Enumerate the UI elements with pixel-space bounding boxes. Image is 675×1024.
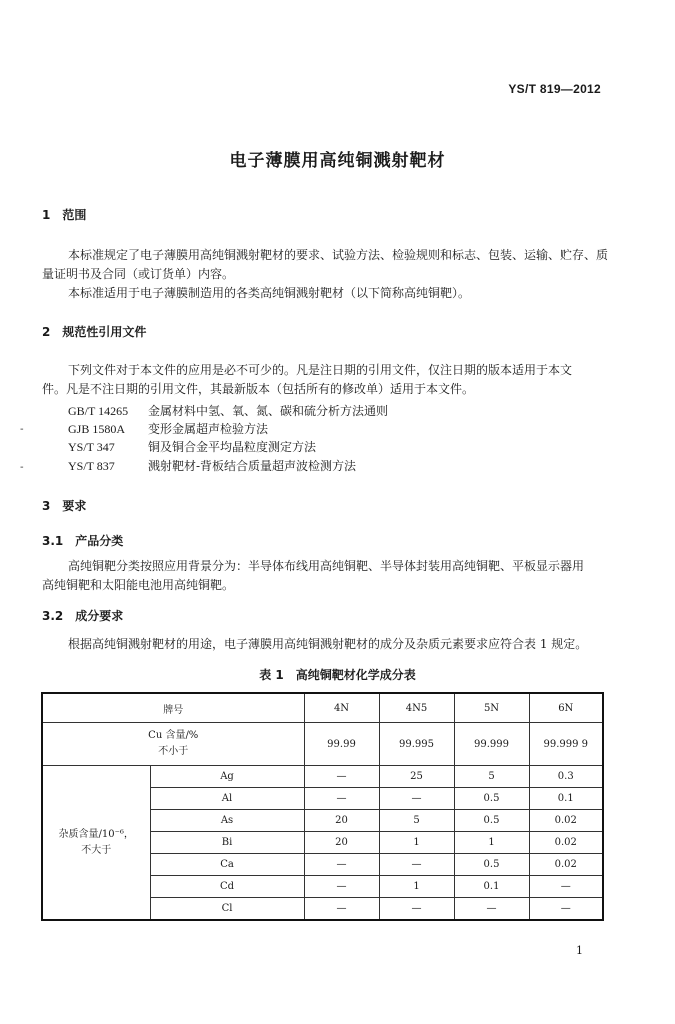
- reference-title: 金属材料中氢、氧、氮、碳和硫分析方法通则: [148, 404, 389, 418]
- grade-cell: 5N: [454, 693, 529, 723]
- element-cell: As: [150, 810, 304, 832]
- grade-cell: 6N: [529, 693, 603, 723]
- value-cell: 5: [454, 766, 529, 788]
- cu-value-cell: 99.999 9: [529, 723, 603, 766]
- reference-code: YS/T 837: [68, 459, 115, 473]
- reference-title: 溅射靶材-背板结合质量超声波检测方法: [148, 459, 357, 473]
- grade-label-cell: 牌号: [42, 693, 304, 723]
- value-cell: 0.5: [454, 854, 529, 876]
- value-cell: —: [379, 898, 454, 921]
- element-cell: Ag: [150, 766, 304, 788]
- cu-label-line-1: Cu 含量/%: [148, 730, 199, 741]
- value-cell: —: [529, 898, 603, 921]
- chemical-composition-table: [41, 692, 604, 921]
- reference-title: 铜及铜合金平均晶粒度测定方法: [148, 440, 317, 454]
- section-3-heading: 3 要求: [42, 499, 87, 513]
- section-1-heading: 1 范围: [42, 208, 87, 222]
- section-2-paragraph-line-1: 下列文件对于本文件的应用是必不可少的。凡是注日期的引用文件，仅注日期的版本适用于本文: [68, 363, 573, 377]
- standard-code: YS/T 819—2012: [508, 82, 601, 96]
- value-cell: 20: [304, 832, 379, 854]
- value-cell: 25: [379, 766, 454, 788]
- value-cell: 5: [379, 810, 454, 832]
- impurity-label-line-1: 杂质含量/10⁻⁶，: [58, 828, 134, 840]
- value-cell: —: [529, 876, 603, 898]
- reference-title: 变形金属超声检验方法: [148, 422, 269, 436]
- element-cell: Cl: [150, 898, 304, 921]
- section-1-paragraph-1-line-1: 本标准规定了电子薄膜用高纯铜溅射靶材的要求、试验方法、检验规则和标志、包装、运输、贮存、质: [68, 248, 609, 262]
- cu-label-cell: [42, 723, 304, 766]
- reference-code: GB/T 14265: [68, 404, 129, 418]
- reference-item: [68, 402, 388, 419]
- value-cell: 0.5: [454, 788, 529, 810]
- section-3-2-heading: 3.2 成分要求: [42, 609, 124, 623]
- element-cell: Cd: [150, 876, 304, 898]
- reference-item: [68, 438, 316, 455]
- value-cell: 0.1: [529, 788, 603, 810]
- element-cell: Bi: [150, 832, 304, 854]
- margin-mark: -: [20, 462, 24, 473]
- reference-code: YS/T 347: [68, 440, 115, 454]
- value-cell: —: [304, 876, 379, 898]
- section-3-1-line-1: 高纯铜靶分类按照应用背景分为：半导体布线用高纯铜靶、半导体封装用高纯铜靶、平板显示器用: [68, 559, 585, 573]
- section-3-1-heading: 3.1 产品分类: [42, 534, 124, 548]
- element-cell: Al: [150, 788, 304, 810]
- table-caption: 表 1 高纯铜靶材化学成分表: [259, 668, 416, 682]
- section-3-2-line-1: 根据高纯铜溅射靶材的用途，电子薄膜用高纯铜溅射靶材的成分及杂质元素要求应符合表 1 规定。: [68, 637, 588, 651]
- value-cell: 1: [379, 876, 454, 898]
- section-1-paragraph-1-line-2: 量证明书及合同（或订货单）内容。: [42, 267, 235, 281]
- cu-value-cell: 99.999: [454, 723, 529, 766]
- margin-mark: -: [20, 424, 24, 435]
- element-cell: Ca: [150, 854, 304, 876]
- value-cell: 0.5: [454, 810, 529, 832]
- value-cell: 0.02: [529, 810, 603, 832]
- value-cell: 1: [379, 832, 454, 854]
- grade-cell: 4N5: [379, 693, 454, 723]
- section-2-paragraph-line-2: 件。凡是不注日期的引用文件，其最新版本（包括所有的修改单）适用于本文件。: [42, 382, 475, 396]
- impurity-row: [42, 766, 603, 788]
- cu-label-line-2: 不小于: [158, 746, 189, 757]
- impurity-label-cell: [42, 766, 150, 921]
- grade-cell: 4N: [304, 693, 379, 723]
- cu-value-cell: 99.99: [304, 723, 379, 766]
- value-cell: —: [304, 854, 379, 876]
- section-2-heading: 2 规范性引用文件: [42, 325, 147, 339]
- value-cell: 0.02: [529, 854, 603, 876]
- value-cell: 0.02: [529, 832, 603, 854]
- value-cell: —: [454, 898, 529, 921]
- value-cell: 0.3: [529, 766, 603, 788]
- section-1-paragraph-2: 本标准适用于电子薄膜制造用的各类高纯铜溅射靶材（以下简称高纯铜靶）。: [68, 286, 471, 300]
- reference-item: [68, 457, 356, 474]
- value-cell: 0.1: [454, 876, 529, 898]
- document-title: 电子薄膜用高纯铜溅射靶材: [229, 151, 446, 171]
- cu-value-cell: 99.995: [379, 723, 454, 766]
- cu-content-row: [42, 723, 603, 766]
- value-cell: —: [304, 788, 379, 810]
- value-cell: 1: [454, 832, 529, 854]
- reference-code: GJB 1580A: [68, 422, 126, 436]
- value-cell: —: [379, 854, 454, 876]
- page-number: 1: [576, 944, 583, 957]
- impurity-label-line-2: 不大于: [81, 844, 112, 856]
- section-3-1-line-2: 高纯铜靶和太阳能电池用高纯铜靶。: [42, 578, 235, 592]
- table-header-row: [42, 693, 603, 723]
- value-cell: 20: [304, 810, 379, 832]
- value-cell: —: [304, 766, 379, 788]
- value-cell: —: [379, 788, 454, 810]
- reference-item: [68, 420, 268, 437]
- value-cell: —: [304, 898, 379, 921]
